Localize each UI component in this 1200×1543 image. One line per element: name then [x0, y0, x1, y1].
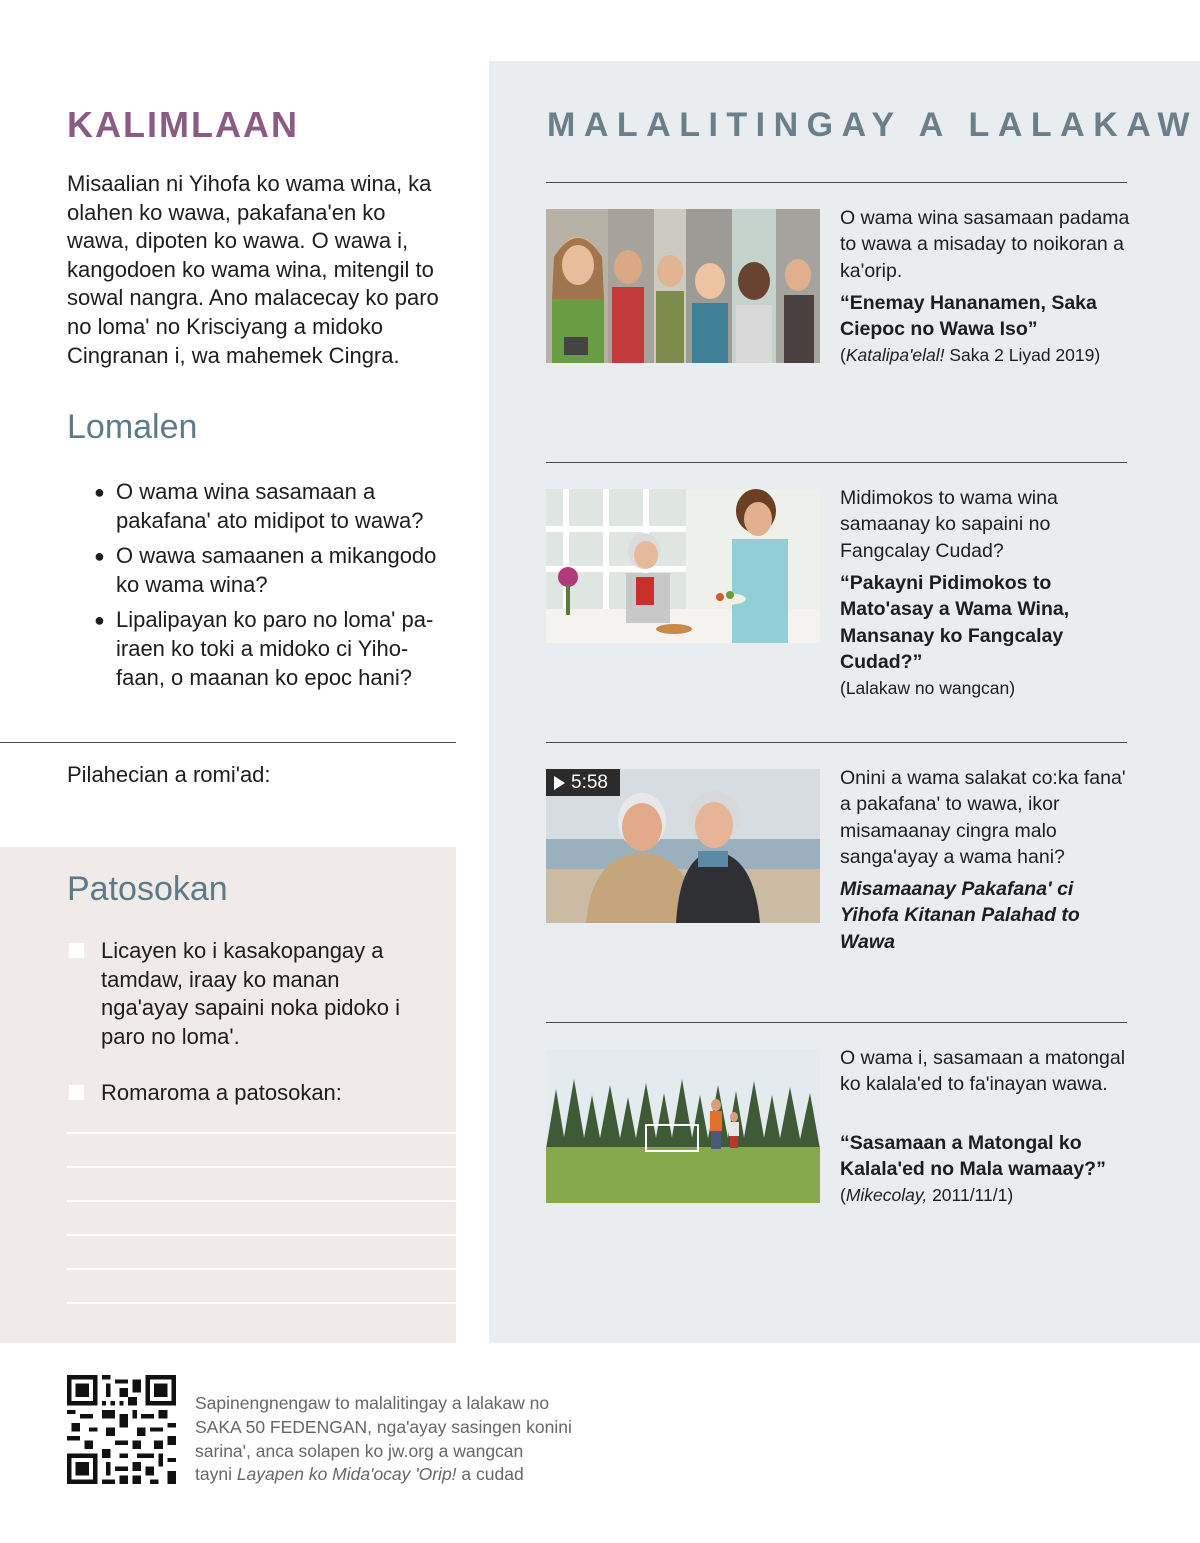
- bullet-icon: ●: [94, 482, 105, 502]
- qr-code-icon[interactable]: [67, 1375, 176, 1484]
- lomalen-title: Lomalen: [67, 408, 198, 446]
- writing-line[interactable]: [67, 1268, 456, 1270]
- writing-line[interactable]: [67, 1166, 456, 1168]
- article-description: Midimokos to wama wina samaanay ko sapaini no Fangcalay Cudad?: [840, 487, 1058, 562]
- divider: [0, 742, 456, 743]
- video-title-link[interactable]: Misamaanay Pakafana' ci Yihofa Kitanan Palahad to Wawa: [840, 878, 1080, 953]
- article-title-link[interactable]: “Sasamaan a Matongal ko Kalala'ed no Mala wamaay?”: [840, 1132, 1106, 1181]
- article-description: Onini a wama salakat co:ka fana' a pakafana' to wawa, ikor misamaanay cingra malo sanga'ayay a wama hani?: [840, 767, 1126, 868]
- kalimlaan-body: Misaalian ni Yihofa ko wama wina, ka olahen ko wawa, pakafana'en ko wawa, dipoten ko wawa. O wawa i, kangodoen ko wama wina, mitengil to sowal nangra. Ano malacecay ko paro no loma' no Krisciyang a midoko Cingranan i, wa mahemek Cingra.: [67, 171, 439, 368]
- bullet-icon: ●: [94, 610, 105, 631]
- video-thumbnail[interactable]: [546, 769, 820, 923]
- article-description: O wama i, sasamaan a matongal ko kalala'ed to fa'inayan wawa.: [840, 1047, 1126, 1096]
- goal-checkbox[interactable]: [69, 943, 84, 958]
- goal-text: Romaroma a patosokan:: [101, 1080, 342, 1105]
- article-description: O wama wina sasamaan padama to wawa a misaday to noikoran a ka'orip.: [840, 207, 1130, 282]
- article-source: (Mikecolay, 2011/11/1): [840, 1185, 1014, 1205]
- list-item: [92, 542, 452, 599]
- kalimlaan-title: KALIMLAAN: [67, 104, 299, 145]
- article-source: (Lalakaw no wangcan): [840, 678, 1016, 698]
- goal-text: Licayen ko i kasakopangay a tamdaw, iraay ko manan nga'ayay sapaini noka pidoko i paro no loma'.: [101, 938, 400, 1049]
- article-title-link[interactable]: “Enemay Hananamen, Saka Ciepoc no Wawa Iso”: [840, 292, 1097, 341]
- divider: [546, 1022, 1127, 1023]
- writing-line[interactable]: [67, 1234, 456, 1236]
- notes-date-label: Pilahecian a romi'ad:: [67, 762, 271, 787]
- lomalen-list: [92, 478, 452, 699]
- caregiver-photo[interactable]: [546, 489, 820, 643]
- play-icon: [554, 776, 565, 790]
- footer-text: Sapinengnengaw to malalitingay a lalakaw no SAKA 50 FEDENGAN, nga'ayay sasingen konini sarina', anca solapen ko jw.org a wangcan tayni Layapen ko Mida'ocay 'Orip! a cudad: [195, 1393, 572, 1485]
- video-duration: 5:58: [571, 772, 608, 793]
- list-item-text: Lipalipayan ko paro no loma' pa-iraen ko toki a midoko ci Yiho-faan, o maanan ko epoc hani?: [116, 607, 434, 690]
- bullet-icon: ●: [94, 546, 105, 567]
- list-item-text: O wama wina sasamaan a pakafana' ato midipot to wawa?: [116, 479, 424, 533]
- divider: [546, 182, 1127, 183]
- writing-line[interactable]: [67, 1200, 456, 1202]
- article-title-link[interactable]: “Pakayni Pidimokos to Mato'asay a Wama Wina, Mansanay ko Fangcalay Cudad?”: [840, 572, 1070, 673]
- goal-checkbox[interactable]: [69, 1085, 84, 1100]
- recommended-articles-title: MALALITINGAY A LALAKAW: [547, 106, 1199, 144]
- article-source: (Katalipa'elal! Saka 2 Liyad 2019): [840, 345, 1101, 365]
- list-item-text: O wawa samaanen a mikangodo ko wama wina?: [116, 543, 437, 597]
- divider: [546, 742, 1127, 743]
- writing-line[interactable]: [67, 1132, 456, 1134]
- list-item: [92, 606, 452, 692]
- children-photo[interactable]: [546, 209, 820, 363]
- list-item: [92, 478, 452, 535]
- writing-line[interactable]: [67, 1302, 456, 1304]
- video-duration-badge[interactable]: [546, 769, 620, 796]
- patosokan-title: Patosokan: [67, 870, 228, 908]
- soccer-field-photo[interactable]: [546, 1049, 820, 1203]
- divider: [546, 462, 1127, 463]
